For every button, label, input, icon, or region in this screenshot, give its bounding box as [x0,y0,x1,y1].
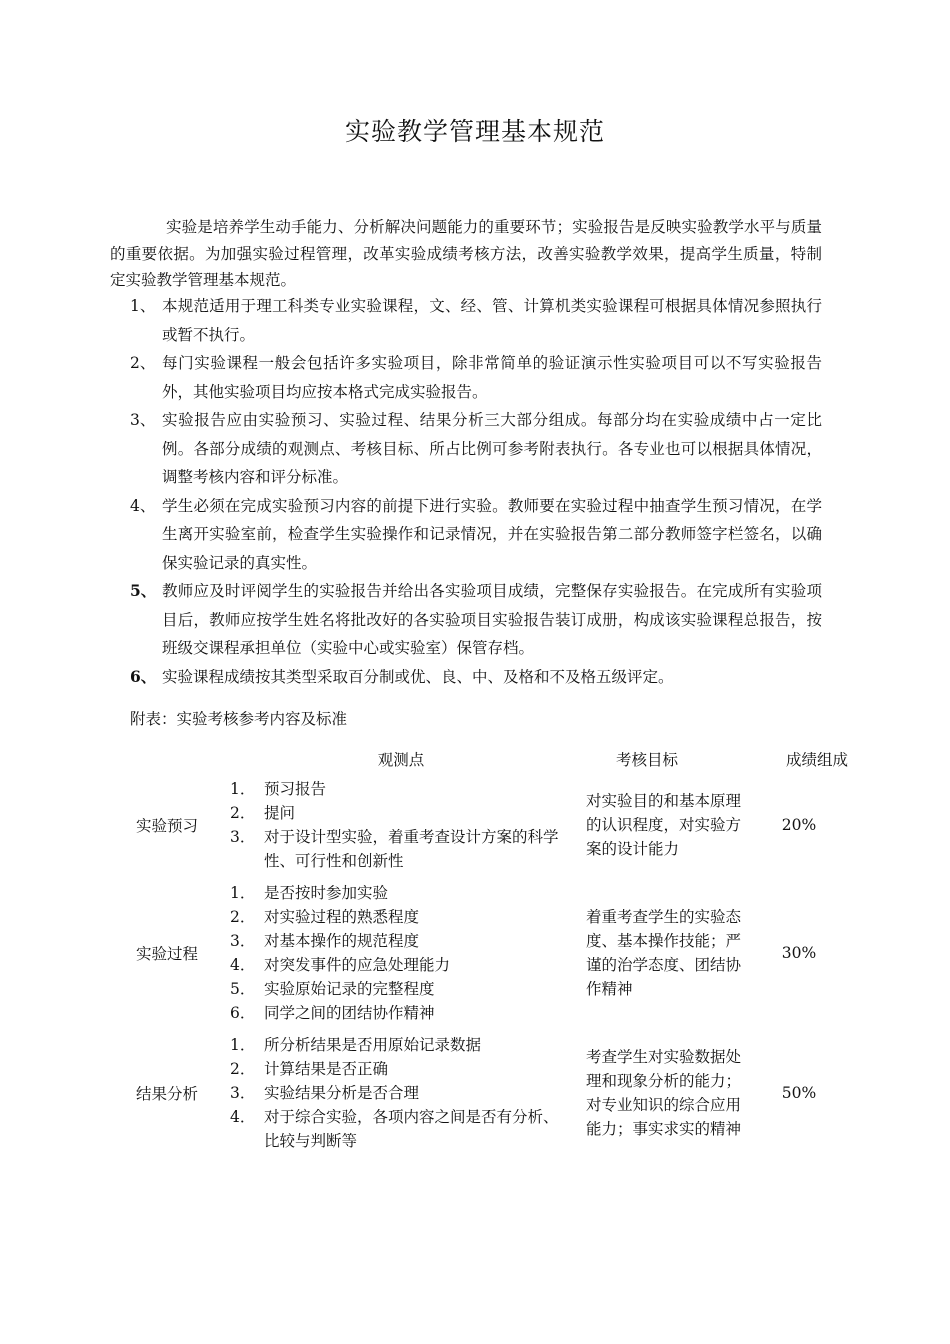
score-cell: 20% [781,816,817,834]
rule-text: 实验课程成绩按其类型采取百分制或优、良、中、及格和不及格五级评定。 [162,667,674,686]
list-item: 3． 实验结果分析是否合理 [230,1084,420,1102]
header-goal: 考核目标 [616,751,679,769]
list-item: 1． 所分析结果是否用原始记录数据 [230,1036,482,1054]
rule-text: 每门实验课程一般会包括许多实验项目，除非常简单的验证演示性实验项目可以不写实验报告外，其他实验项目均应按本格式完成实验报告。 [162,354,822,401]
rule-item-5 [130,577,822,663]
stage-cell: 结果分析 [136,1085,199,1103]
goal-cell: 对实验目的和基本原理的认识程度，对实验方案的设计能力 [586,792,742,858]
header-stage [130,745,230,773]
assessment-table [130,745,848,1157]
table-row [130,773,848,877]
goal-cell: 着重考查学生的实验态度、基本操作技能；严谨的治学态度、团结协作精神 [586,908,742,998]
observation-list [230,777,572,873]
list-item: 1． 是否按时参加实验 [230,884,389,902]
goal-cell: 考查学生对实验数据处理和现象分析的能力；对专业知识的综合应用能力；事实求实的精神 [586,1048,742,1138]
stage-cell: 实验过程 [136,945,199,963]
observation-list [230,881,572,1025]
list-item: 1． 预习报告 [230,780,327,798]
rule-number: 5、 [130,581,157,600]
list-item: 3． 对基本操作的规范程度 [230,932,420,950]
rule-text: 实验报告应由实验预习、实验过程、结果分析三大部分组成。每部分均在实验成绩中占一定比例。各部分成绩的观测点、考核目标、所占比例可参考附表执行。各专业也可以根据具体情况，调整考核内容和评分标准。 [162,411,822,486]
rule-number: 4、 [130,496,156,515]
table-row [130,1029,848,1157]
list-item: 4． 对突发事件的应急处理能力 [230,956,451,974]
rule-item-6 [130,663,822,692]
rule-number: 2、 [130,354,156,372]
header-score: 成绩组成 [785,751,848,769]
rule-text: 本规范适用于理工科类专业实验课程，文、经、管、计算机类实验课程可根据具体情况参照执行或暂不执行。 [162,297,822,344]
points-cell [230,773,572,877]
observation-list [230,1033,572,1153]
document-title: 实验教学管理基本规范 [344,117,605,146]
appendix-title: 附表：实验考核参考内容及标准 [130,710,348,728]
list-item: 4． 对于综合实验，各项内容之间是否有分析、比较与判断等 [230,1108,559,1150]
list-item: 2． 提问 [230,804,296,822]
intro-paragraph: 实验是培养学生动手能力、分析解决问题能力的重要环节；实验报告是反映实验教学水平与质量的重要依据。为加强实验过程管理，改革实验成绩考核方法，改善实验教学效果，提高学生质量，特制定实验教学管理基本规范。 [110,218,822,289]
score-cell: 50% [781,1084,817,1102]
rule-text: 教师应及时评阅学生的实验报告并给出各实验项目成绩，完整保存实验报告。在完成所有实验项目后，教师应按学生姓名将批改好的各实验项目实验报告装订成册，构成该实验课程总报告，按班级交课程承担单位（实验中心或实验室）保管存档。 [162,582,822,657]
table-header-row [130,745,848,773]
list-item: 2． 对实验过程的熟悉程度 [230,908,420,926]
rule-number: 1、 [130,297,156,315]
list-item: 5． 实验原始记录的完整程度 [230,980,435,998]
rule-item-1 [130,292,822,349]
list-item: 6． 同学之间的团结协作精神 [230,1004,435,1022]
rule-number: 3、 [130,411,156,429]
header-points: 观测点 [377,751,425,769]
rule-item-4 [130,492,822,578]
list-item: 3． 对于设计型实验，着重考查设计方案的科学性、可行性和创新性 [230,828,559,870]
rules-list [130,292,822,691]
rule-item-3 [130,406,822,492]
rule-item-2 [130,349,822,406]
list-item: 2． 计算结果是否正确 [230,1060,389,1078]
rule-number: 6、 [130,666,157,686]
score-cell: 30% [781,944,817,962]
rule-text: 学生必须在完成实验预习内容的前提下进行实验。教师要在实验过程中抽查学生预习情况，在学生离开实验室前，检查学生实验操作和记录情况，并在实验报告第二部分教师签字栏签名，以确保实验记录的真实性。 [162,496,822,572]
points-cell [230,1029,572,1157]
stage-cell: 实验预习 [136,817,199,835]
points-cell [230,877,572,1029]
table-row [130,877,848,1029]
